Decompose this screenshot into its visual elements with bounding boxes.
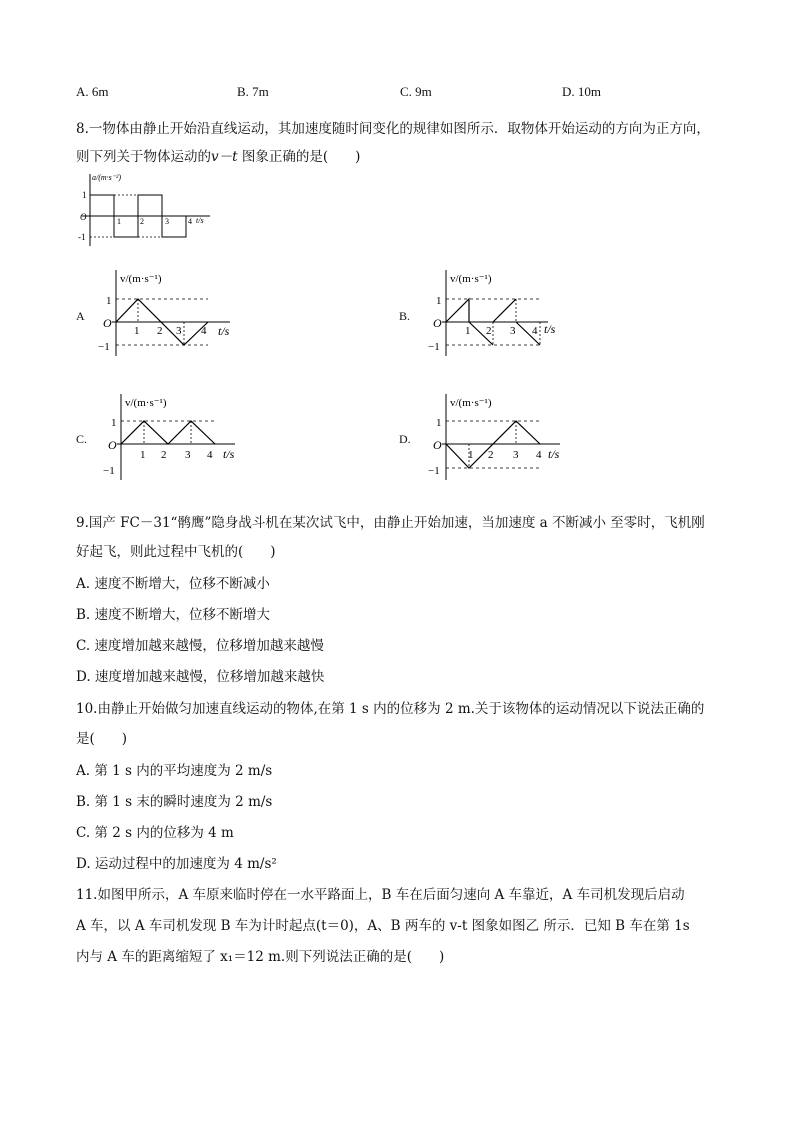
choice-a-x-unit: t/s [218,324,230,338]
choice-a-xtick-1: 1 [134,325,140,337]
choice-d-ytick-neg1: −1 [428,465,440,477]
a-graph-y-unit: a/(m·s⁻²) [92,173,122,182]
choice-b-vt-seg1 [446,299,469,322]
choice-c-xtick-4: 4 [207,449,213,461]
choice-b-vt-seg3 [493,299,516,322]
q10-option-b: B. 第 1 s 末的瞬时速度为 2 m/s [76,794,273,810]
choice-a-origin: O [103,316,112,330]
q9-option-a: A. 速度不断增大，位移不断减小 [76,576,270,592]
q10-option-d: D. 运动过程中的加速度为 4 m/s² [76,856,277,872]
q8-stem-line2-post: 图象正确的是( ) [237,149,361,165]
q10-option-c: C. 第 2 s 内的位移为 4 m [76,825,234,841]
choice-d-y-unit: v/(m·s⁻¹) [450,397,492,409]
choice-d-xtick-1: 1 [468,449,474,461]
choice-d-xtick-3: 3 [513,449,519,461]
q10-stem-line2: 是( ) [76,731,128,747]
choice-c-ytick-1: 1 [111,417,117,429]
choice-d-x-unit: t/s [548,447,560,461]
q11-stem-line1: 11.如图甲所示，A 车原来临时停在一水平路面上，B 车在后面匀速向 A 车靠近，A 车司机发现后启动 [76,887,685,903]
choice-a-ytick-1: 1 [106,295,112,307]
choice-a-xtick-4: 4 [201,325,207,337]
q8-stem-line2 [76,145,360,165]
choice-d-ytick-1: 1 [436,417,442,429]
choice-c-label: C. [76,432,88,446]
choice-b-graph [428,268,598,360]
a-graph-xtick-3: 3 [165,217,169,226]
a-graph-xtick-1: 1 [117,217,121,226]
choice-c-xtick-2: 2 [161,449,167,461]
choice-c-graph [103,392,273,484]
choice-d-label: D. [399,432,411,446]
choice-a-label: A [76,309,85,323]
choice-b-xtick-4: 4 [532,325,538,337]
acceleration-time-graph [72,170,222,248]
q8-stem-line2-pre: 则下列关于物体运动的 [76,149,211,165]
choice-d-xtick-2: 2 [488,449,494,461]
choice-a-y-unit: v/(m·s⁻¹) [120,273,162,285]
choice-d-graph [428,392,598,484]
choice-b-xtick-2: 2 [486,325,492,337]
q9-option-d: D. 速度增加越来越慢，位移增加越来越快 [76,669,325,685]
q7-option-c: C. 9m [400,84,432,99]
q9-stem-line2: 好起飞，则此过程中飞机的( ) [76,544,276,560]
choice-c-x-unit: t/s [223,447,235,461]
a-graph-origin: O [80,212,87,222]
choice-b-x-unit: t/s [544,322,556,336]
choice-c-vt-line [121,421,215,444]
a-graph-ytick-1: 1 [82,190,87,200]
choice-b-origin: O [433,316,442,330]
choice-b-y-unit: v/(m·s⁻¹) [450,273,492,285]
q7-option-d: D. 10m [562,84,601,99]
q10-stem-line1: 10.由静止开始做匀加速直线运动的物体,在第 1 s 内的位移为 2 m.关于该物体的运动情况以下说法正确的 [76,701,705,717]
a-graph-xtick-4: 4 [188,217,192,226]
q7-option-b: B. 7m [237,84,269,99]
q9-option-c: C. 速度增加越来越慢，位移增加越来越慢 [76,638,324,654]
q11-stem-line3: 内与 A 车的距离缩短了 x₁＝12 m.则下列说法正确的是( ) [76,949,445,965]
choice-c-y-unit: v/(m·s⁻¹) [125,397,167,409]
choice-c-xtick-3: 3 [185,449,191,461]
q9-stem-line1: 9.国产 FC－31“鹘鹰”隐身战斗机在某次试飞中，由静止开始加速，当加速度 a 不断减小 至零时，飞机刚 [76,515,705,531]
q10-option-a: A. 第 1 s 内的平均速度为 2 m/s [76,763,273,779]
a-graph-x-unit: t/s [196,216,204,225]
q9-option-b: B. 速度不断增大，位移不断增大 [76,607,271,623]
choice-d-xtick-4: 4 [536,449,542,461]
choice-c-xtick-1: 1 [140,449,146,461]
choice-c-origin: O [108,438,117,452]
choice-b-ytick-neg1: −1 [428,341,440,353]
a-graph-ytick-neg1: -1 [78,232,86,242]
choice-b-ytick-1: 1 [436,295,442,307]
choice-b-label: B. [399,309,411,323]
choice-a-ytick-neg1: −1 [98,341,110,353]
choice-c-ytick-neg1: −1 [103,465,115,477]
choice-a-xtick-3: 3 [176,325,182,337]
q7-option-a: A. 6m [76,84,109,99]
choice-a-graph [98,268,268,360]
choice-a-xtick-2: 2 [157,325,163,337]
choice-b-xtick-3: 3 [510,325,516,337]
q11-stem-line2: A 车，以 A 车司机发现 B 车为计时起点(t＝0)，A、B 两车的 v-t 图象如图乙 所示．已知 B 车在第 1s [76,918,690,934]
choice-b-xtick-1: 1 [465,325,471,337]
choice-d-origin: O [433,438,442,452]
q8-stem-var: v－t [211,149,238,165]
q8-stem-line1: 8.一物体由静止开始沿直线运动，其加速度随时间变化的规律如图所示．取物体开始运动的方向为正方向， [76,121,710,137]
a-graph-xtick-2: 2 [140,217,144,226]
